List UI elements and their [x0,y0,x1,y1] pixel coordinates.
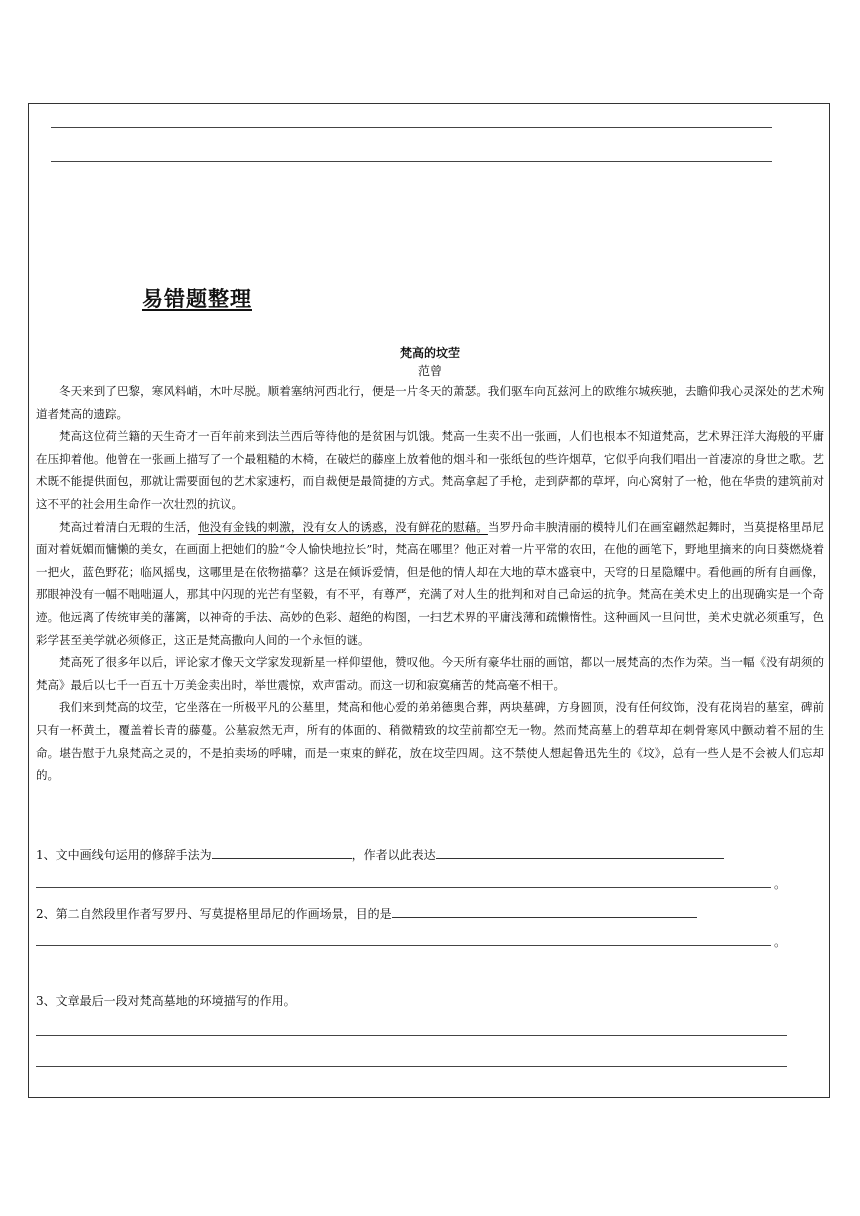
paragraph-3-rest: 当罗丹命丰腴清丽的模特儿们在画室翩然起舞时，当莫提格里昂尼面对着妩媚而慵懒的美女，在画面上把她们的脸“令人愉快地拉长”时，梵高在哪里？他正对着一片平常的农田，在他的画笔下，野地里摘来的向日葵燃烧着一把火，蓝色野花；临风摇曳，这哪里是在依物描摹？这是在倾诉爱情，但是他的情人却在大地的草木盛衰中，天穹的日星隐耀中。看他画的所有自画像，那眼神没有一幅不咄咄逼人，那其中闪现的光芒有坚毅，有不平，有尊严，充满了对人生的批判和对自己命运的抗争。梵高在美术史上的出现确实是一个奇迹。他远离了传统审美的藩篱，以神奇的手法、高妙的色彩、超绝的构图，一扫艺术界的平庸浅薄和疏懒惰性。这种画风一旦问世，美术史就必须重写，色彩学甚至美学就必须修正，这正是梵高撒向人间的一个永恒的谜。 [36,519,825,647]
question-2-answer-line[interactable] [36,945,771,946]
essay-paragraph-1: 冬天来到了巴黎，寒风料峭，木叶尽脱。顺着塞纳河西北行，便是一片冬天的萧瑟。我们驱车向瓦兹河上的欧维尔城疾驰，去瞻仰我心灵深处的艺术殉道者梵高的遗踪。 [36,384,824,421]
essay-title: 梵高的坟茔 [399,346,460,360]
answer-line-top-1 [51,127,772,128]
essay-author: 范曾 [417,364,442,378]
question-2-period: 。 [774,935,787,949]
question-1-text-b: ，作者以此表达 [351,848,436,862]
question-1-blank-1[interactable] [212,845,352,859]
question-1 [36,845,724,863]
question-3-answer-line-2[interactable] [36,1066,787,1067]
question-1-answer-line[interactable] [36,887,771,888]
question-1-period: 。 [774,877,787,891]
essay-paragraph-5: 我们来到梵高的坟茔，它坐落在一所极平凡的公墓里，梵高和他心爱的弟弟德奥合葬，两块墓碑，方身圆顶，没有任何纹饰，没有花岗岩的墓室，碑前只有一杯黄土，覆盖着长青的藤蔓。公墓寂然无声，所有的体面的、稍微精致的坟茔前都空无一物。然而梵高墓上的碧草却在刺骨寒风中颤动着不屈的生命。堪告慰于九泉梵高之灵的，不是拍卖场的呼啸，而是一束束的鲜花，放在坟茔四周。这不禁使人想起鲁迅先生的《坟》，总有一些人是不会被人们忘却的。 [36,700,824,783]
essay-paragraph-3 [36,516,824,652]
section-title: 易错题整理 [142,287,252,311]
question-1-text-a: 1、文中画线句运用的修辞手法为 [36,848,212,862]
question-2-text: 2、第二自然段里作者写罗丹、写莫提格里昂尼的作画场景，目的是 [36,907,392,921]
question-3-answer-line-1[interactable] [36,1035,787,1036]
question-1-blank-2[interactable] [436,845,724,859]
underlined-sentence: 他没有金钱的刺激，没有女人的诱惑，没有鲜花的慰藉。 [198,519,488,534]
essay-paragraph-4: 梵高死了很多年以后，评论家才像天文学家发现新星一样仰望他，赞叹他。今天所有豪华壮丽的画馆，都以一展梵高的杰作为荣。当一幅《没有胡须的梵高》最后以七千一百五十万美金卖出时，举世震惊，欢声雷动。而这一切和寂寞痛苦的梵高毫不相干。 [36,655,824,692]
question-3-text: 3、文章最后一段对梵高墓地的环境描写的作用。 [36,994,296,1008]
question-2-blank[interactable] [392,904,697,918]
paragraph-3-lead: 梵高过着清白无瑕的生活， [59,519,199,534]
essay-body [36,380,824,787]
question-2 [36,904,697,922]
question-3 [36,992,296,1009]
answer-line-top-2 [51,161,772,162]
essay-paragraph-2: 梵高这位荷兰籍的天生奇才一百年前来到法兰西后等待他的是贫困与饥饿。梵高一生卖不出一张画，人们也根本不知道梵高，艺术界汪洋大海般的平庸在压抑着他。他曾在一张画上描写了一个最粗糙的木椅，在破烂的藤座上放着他的烟斗和一张纸包的些许烟草，它似乎向我们唱出一首凄凉的身世之歌。艺术既不能提供面包，那就让需要面包的艺术家速朽，而自裁便是最简捷的方式。梵高拿起了手枪，走到萨都的草坪，向心窝射了一枪，他在华贵的建筑前对这不平的社会用生命作一次壮烈的抗议。 [36,429,824,511]
